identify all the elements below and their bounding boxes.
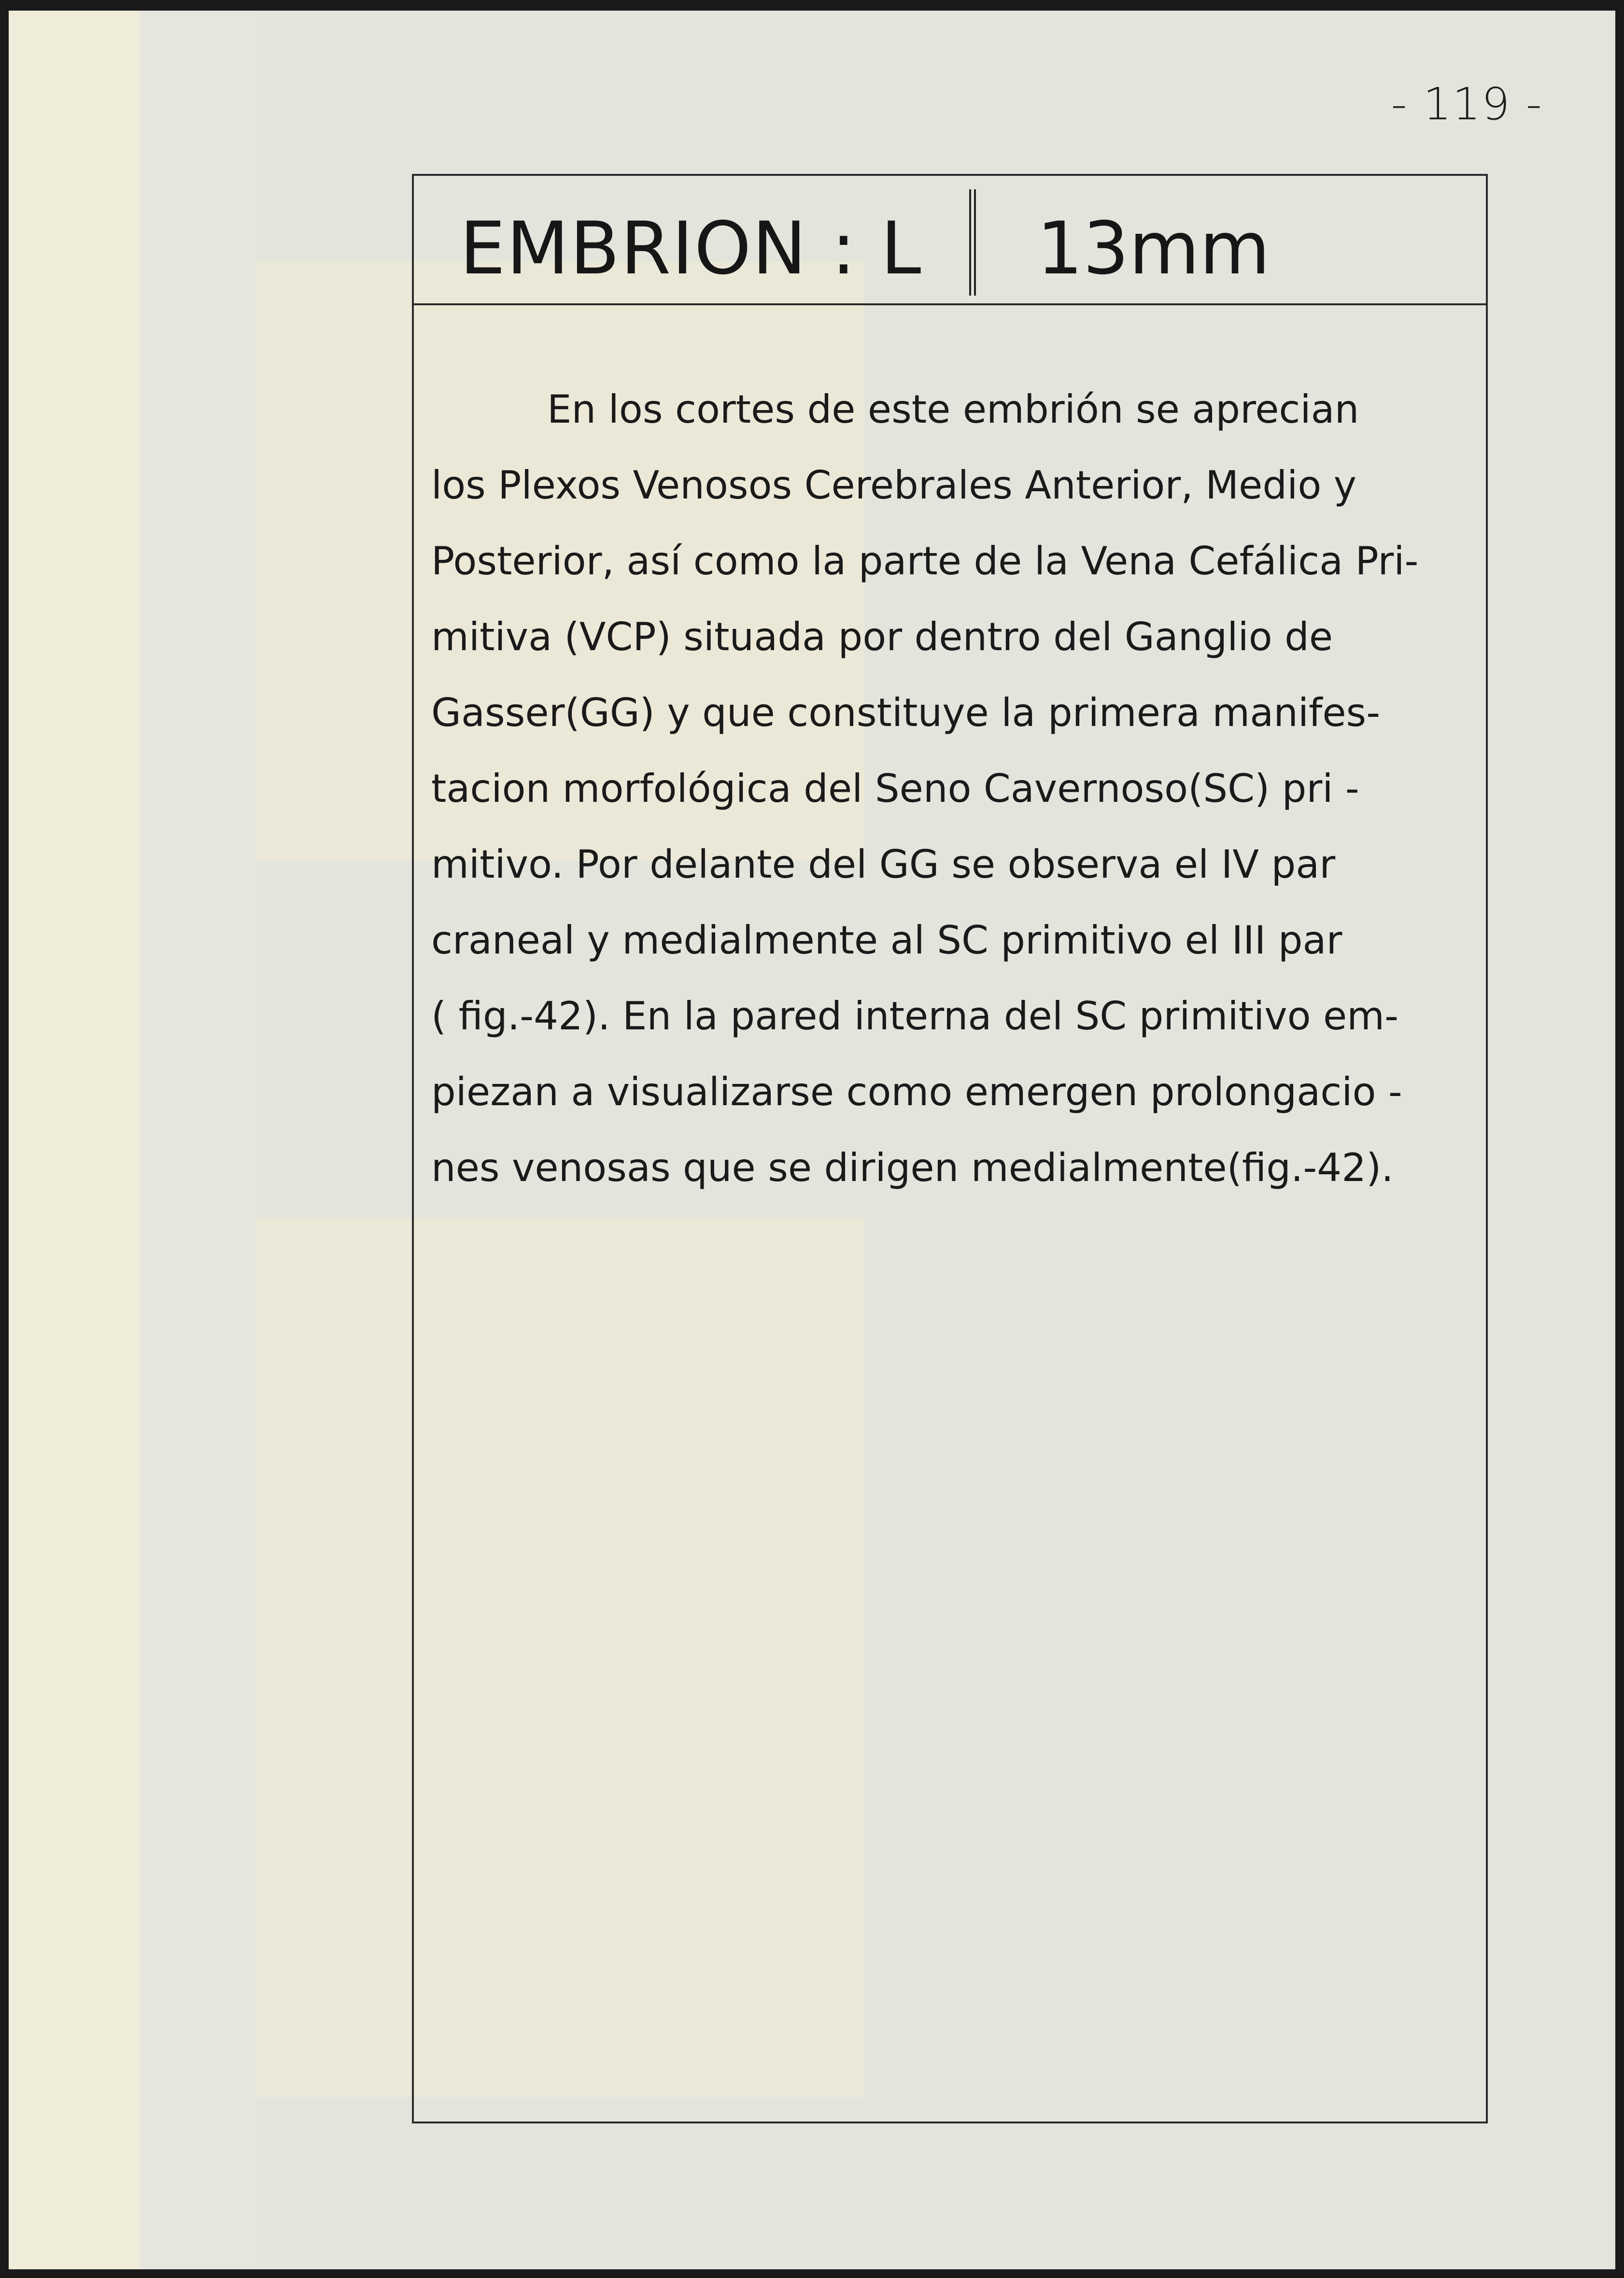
- embryo-title: EMBRION : L: [460, 207, 922, 291]
- paper-tone-strip: [140, 11, 256, 2269]
- content-frame: [412, 174, 1488, 2123]
- document-page: [9, 11, 1615, 2269]
- text-line: Gasser(GG) y que constituye la primera manifes-: [431, 690, 1381, 735]
- text-line: En los cortes de este embrión se aprecian: [547, 387, 1359, 432]
- text-line: los Plexos Venosos Cerebrales Anterior, Medio y: [431, 463, 1357, 508]
- paper-edge-tone: [9, 11, 140, 2269]
- text-line: nes venosas que se dirigen medialmente(fig.-42).: [431, 1145, 1394, 1190]
- text-line: mitiva (VCP) situada por dentro del Ganglio de: [431, 614, 1333, 659]
- page-number: - 119 -: [1391, 78, 1543, 130]
- text-line: craneal y medialmente al SC primitivo el III par: [431, 918, 1342, 963]
- text-line: Posterior, así como la parte de la Vena Cefálica Pri-: [431, 539, 1419, 584]
- body-paragraph: [431, 381, 1465, 1215]
- double-divider: [969, 189, 976, 296]
- text-line: tacion morfológica del Seno Cavernoso(SC) pri -: [431, 766, 1359, 811]
- text-line: ( fig.-42). En la pared interna del SC primitivo em-: [431, 994, 1398, 1039]
- embryo-size: 13mm: [1037, 207, 1271, 291]
- text-line: piezan a visualizarse como emergen prolongacio -: [431, 1069, 1402, 1114]
- frame-header: [414, 176, 1486, 305]
- text-line: mitivo. Por delante del GG se observa el IV par: [431, 842, 1336, 887]
